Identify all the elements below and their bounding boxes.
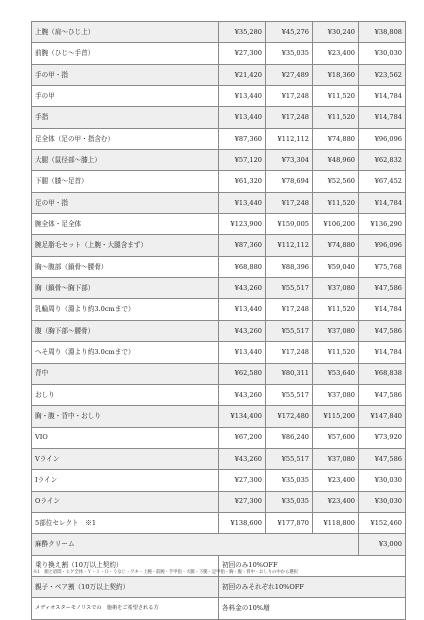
price-cell: ¥138,600 — [219, 512, 266, 533]
price-cell: ¥59,040 — [313, 256, 359, 277]
table-row — [32, 128, 406, 149]
area-name: 腹（胸下部〜腰骨） — [32, 320, 219, 341]
price-cell: ¥37,080 — [313, 384, 359, 405]
area-name: 前腕（ひじ〜手首） — [32, 43, 219, 64]
price-cell: ¥177,870 — [266, 512, 313, 533]
price-cell: ¥47,586 — [359, 278, 406, 299]
price-cell: ¥35,280 — [219, 22, 266, 43]
area-name: 胸・腹・背中・おしり — [32, 406, 219, 427]
price-cell: ¥23,400 — [313, 491, 359, 512]
table-row — [32, 214, 406, 235]
price-cell: ¥43,260 — [219, 278, 266, 299]
price-cell: ¥123,900 — [219, 214, 266, 235]
table-row — [32, 43, 406, 64]
table-row — [32, 235, 406, 256]
price-cell: ¥11,520 — [313, 107, 359, 128]
price-cell: ¥57,120 — [219, 150, 266, 171]
table-row-discount — [32, 598, 406, 619]
table-row — [32, 171, 406, 192]
price-cell: ¥23,400 — [313, 470, 359, 491]
price-cell: ¥17,248 — [266, 107, 313, 128]
discount-name: 乗り換え割（10万以上契約） — [32, 555, 219, 576]
price-cell: ¥27,489 — [266, 64, 313, 85]
price-cell: ¥37,080 — [313, 448, 359, 469]
price-cell: ¥73,304 — [266, 150, 313, 171]
price-cell: ¥23,562 — [359, 64, 406, 85]
price-cell: ¥14,784 — [359, 86, 406, 107]
price-cell: ¥68,880 — [219, 256, 266, 277]
price-cell: ¥18,360 — [313, 64, 359, 85]
table-row — [32, 448, 406, 469]
price-cell: ¥35,035 — [266, 491, 313, 512]
price-cell: ¥43,260 — [219, 320, 266, 341]
price-cell: ¥27,300 — [219, 43, 266, 64]
table-row — [32, 192, 406, 213]
price-cell: ¥11,520 — [313, 299, 359, 320]
table-row — [32, 278, 406, 299]
price-cell: ¥43,260 — [219, 448, 266, 469]
price-cell: ¥74,880 — [313, 235, 359, 256]
price-cell: ¥43,260 — [219, 384, 266, 405]
price-cell: ¥55,517 — [266, 278, 313, 299]
table-row — [32, 107, 406, 128]
area-name: へそ周り（淵より約3.0cmまで） — [32, 342, 219, 363]
price-cell: ¥172,480 — [266, 406, 313, 427]
price-cell: ¥14,784 — [359, 299, 406, 320]
price-cell: ¥96,096 — [359, 128, 406, 149]
price-cell: ¥17,248 — [266, 192, 313, 213]
area-name: 5部位セレクト ※1 — [32, 512, 219, 533]
table-row — [32, 384, 406, 405]
price-cell: ¥17,248 — [266, 86, 313, 107]
price-cell: ¥68,838 — [359, 363, 406, 384]
price-cell: ¥37,080 — [313, 278, 359, 299]
table-row-cream — [32, 534, 406, 555]
price-cell: ¥35,035 — [266, 43, 313, 64]
price-cell: ¥14,784 — [359, 342, 406, 363]
area-name: 下腿（膝〜足首） — [32, 171, 219, 192]
area-name: 手指 — [32, 107, 219, 128]
price-cell: ¥53,640 — [313, 363, 359, 384]
price-cell: ¥30,030 — [359, 470, 406, 491]
area-name: 胸（鎖骨〜胸下部） — [32, 278, 219, 299]
price-cell: ¥61,320 — [219, 171, 266, 192]
area-name: 乳輪周り（淵より約3.0cmまで） — [32, 299, 219, 320]
price-sheet — [31, 21, 405, 620]
area-name: 上腕（肩〜ひじ上） — [32, 22, 219, 43]
price-cell: ¥62,832 — [359, 150, 406, 171]
price-cell: ¥96,096 — [359, 235, 406, 256]
area-name: Vライン — [32, 448, 219, 469]
table-row — [32, 320, 406, 341]
price-table-body — [32, 22, 406, 620]
price-cell: ¥106,200 — [313, 214, 359, 235]
price-cell: ¥47,586 — [359, 448, 406, 469]
price-cell: ¥52,560 — [313, 171, 359, 192]
price-cell: ¥74,880 — [313, 128, 359, 149]
price-cell: ¥21,420 — [219, 64, 266, 85]
price-cell: ¥30,030 — [359, 491, 406, 512]
price-cell: ¥38,808 — [359, 22, 406, 43]
area-name: 足全体（足の甲・指含む） — [32, 128, 219, 149]
cream-name: 麻酔クリーム — [32, 534, 359, 555]
table-row — [32, 363, 406, 384]
price-cell: ¥134,400 — [219, 406, 266, 427]
price-cell: ¥86,240 — [266, 427, 313, 448]
table-row — [32, 150, 406, 171]
price-cell: ¥45,276 — [266, 22, 313, 43]
price-cell: ¥87,360 — [219, 128, 266, 149]
price-cell: ¥17,248 — [266, 342, 313, 363]
table-row — [32, 491, 406, 512]
price-cell: ¥14,784 — [359, 107, 406, 128]
table-row — [32, 342, 406, 363]
area-name: Oライン — [32, 491, 219, 512]
discount-note: 各料金の10%増 — [219, 598, 406, 619]
area-name: VIO — [32, 427, 219, 448]
price-cell: ¥13,440 — [219, 299, 266, 320]
price-cell: ¥17,248 — [266, 299, 313, 320]
table-row — [32, 299, 406, 320]
table-row — [32, 470, 406, 491]
price-cell: ¥67,452 — [359, 171, 406, 192]
price-cell: ¥112,112 — [266, 128, 313, 149]
price-cell: ¥136,290 — [359, 214, 406, 235]
area-name: おしり — [32, 384, 219, 405]
discount-note: 初回のみ10%OFF — [219, 555, 406, 576]
price-cell: ¥78,694 — [266, 171, 313, 192]
area-name: 胸〜腹部（鎖骨〜腰骨） — [32, 256, 219, 277]
price-cell: ¥75,768 — [359, 256, 406, 277]
price-cell: ¥115,200 — [313, 406, 359, 427]
price-cell: ¥37,080 — [313, 320, 359, 341]
price-cell: ¥147,840 — [359, 406, 406, 427]
price-cell: ¥112,112 — [266, 235, 313, 256]
cream-price: ¥3,000 — [359, 534, 406, 555]
table-row — [32, 64, 406, 85]
price-cell: ¥152,460 — [359, 512, 406, 533]
price-cell: ¥80,311 — [266, 363, 313, 384]
price-cell: ¥87,360 — [219, 235, 266, 256]
price-cell: ¥27,300 — [219, 491, 266, 512]
table-row — [32, 256, 406, 277]
price-cell: ¥11,520 — [313, 192, 359, 213]
price-cell: ¥62,580 — [219, 363, 266, 384]
price-cell: ¥13,440 — [219, 107, 266, 128]
price-cell: ¥159,005 — [266, 214, 313, 235]
discount-name: メディオスターモノリスでの 施術をご希望される方 — [32, 598, 219, 619]
table-row-discount — [32, 576, 406, 597]
area-name: 手の甲 — [32, 86, 219, 107]
discount-name: 親子・ペア割（10万以上契約） — [32, 576, 219, 597]
area-name: 足の甲・指 — [32, 192, 219, 213]
price-cell: ¥55,517 — [266, 448, 313, 469]
price-cell: ¥30,030 — [359, 43, 406, 64]
price-cell: ¥47,586 — [359, 320, 406, 341]
price-cell: ¥57,600 — [313, 427, 359, 448]
area-name: 背中 — [32, 363, 219, 384]
price-cell: ¥30,240 — [313, 22, 359, 43]
price-cell: ¥13,440 — [219, 342, 266, 363]
price-cell: ¥47,586 — [359, 384, 406, 405]
price-cell: ¥14,784 — [359, 192, 406, 213]
table-row — [32, 427, 406, 448]
table-row — [32, 86, 406, 107]
table-row — [32, 406, 406, 427]
price-cell: ¥13,440 — [219, 86, 266, 107]
price-cell: ¥55,517 — [266, 384, 313, 405]
price-cell: ¥48,960 — [313, 150, 359, 171]
table-row — [32, 22, 406, 43]
price-cell: ¥67,200 — [219, 427, 266, 448]
price-cell: ¥118,800 — [313, 512, 359, 533]
discount-note: 初回のみそれぞれ10%OFF — [219, 576, 406, 597]
price-cell: ¥35,035 — [266, 470, 313, 491]
price-cell: ¥11,520 — [313, 342, 359, 363]
price-cell: ¥11,520 — [313, 86, 359, 107]
price-cell: ¥73,920 — [359, 427, 406, 448]
area-name: 腕足脂毛セット（上腕・大腿含まず） — [32, 235, 219, 256]
area-name: Iライン — [32, 470, 219, 491]
area-name: 腕全体・足全体 — [32, 214, 219, 235]
price-table — [31, 21, 406, 620]
area-name: 大腿（鼠径部〜膝上） — [32, 150, 219, 171]
price-cell: ¥27,300 — [219, 470, 266, 491]
footnote: ※1 顔と眉間・ヒゲ全体・Ｙ・Ｉ・Ｏ・うなじ・ワキ・上腕・前腕・手甲指・大腿・下腿・足甲指・胸・腹・背中・おしりの中から選択 — [33, 570, 298, 575]
price-cell: ¥55,517 — [266, 320, 313, 341]
price-cell: ¥88,396 — [266, 256, 313, 277]
price-cell: ¥13,440 — [219, 192, 266, 213]
price-cell: ¥23,400 — [313, 43, 359, 64]
table-row — [32, 512, 406, 533]
area-name: 手の甲・指 — [32, 64, 219, 85]
